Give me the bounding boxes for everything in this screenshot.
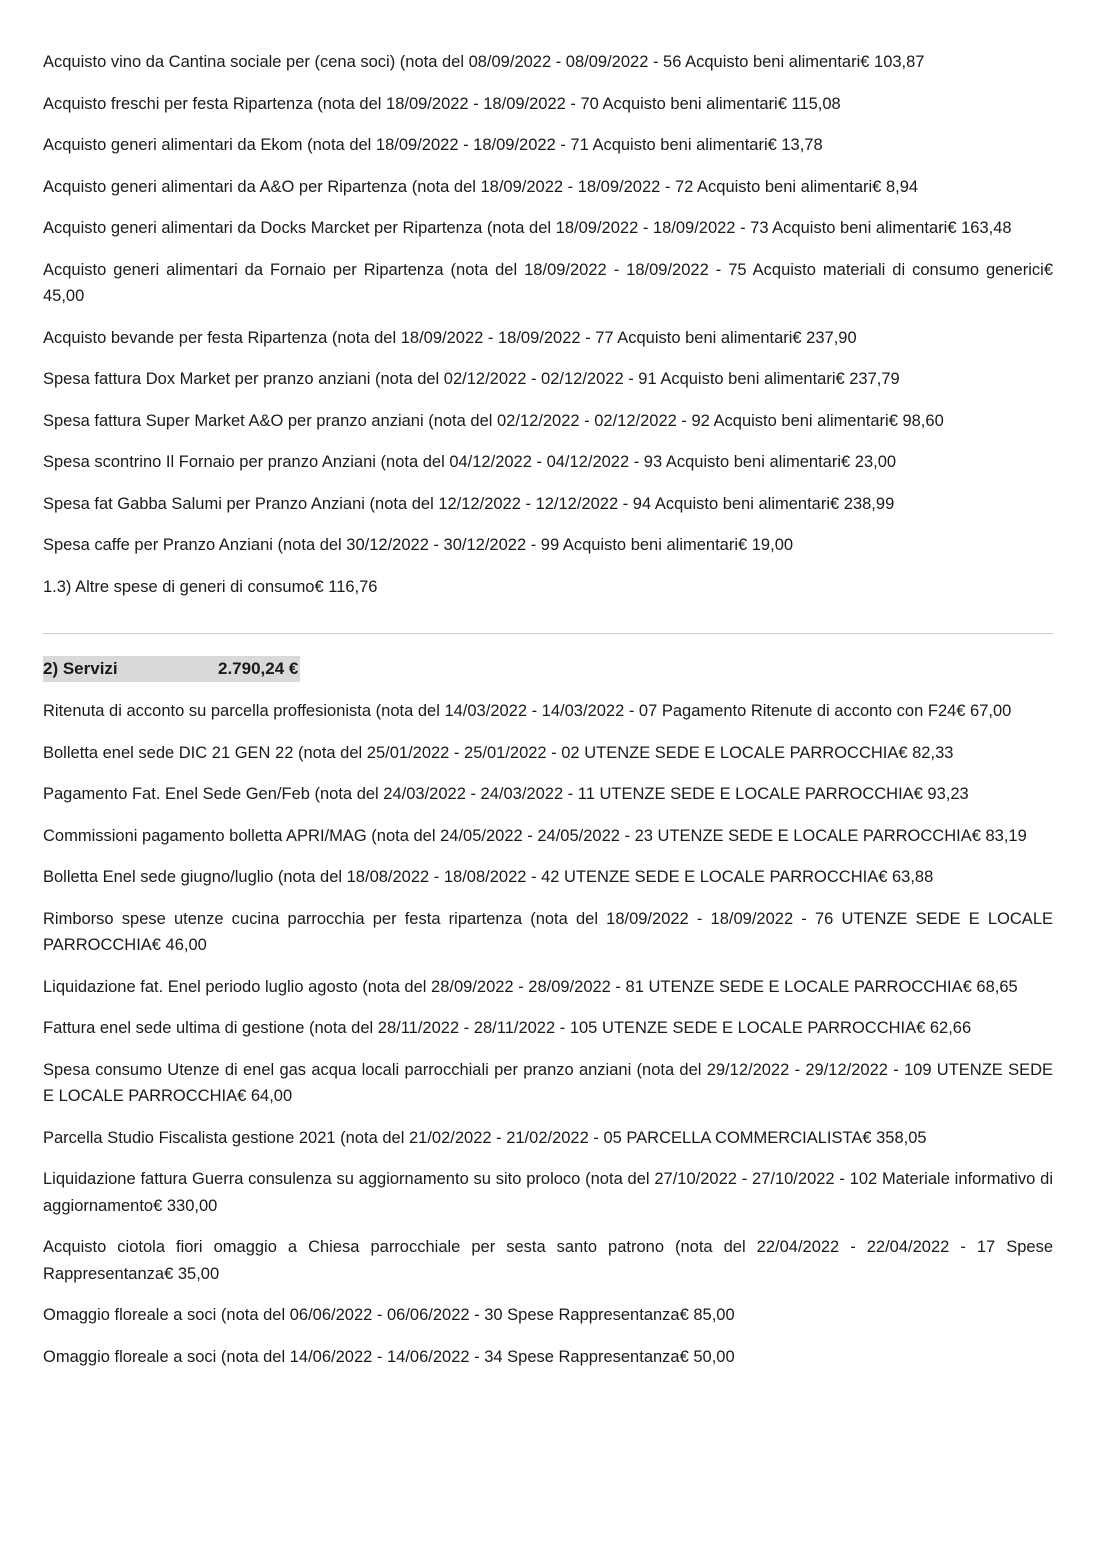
expense-entry: Acquisto ciotola fiori omaggio a Chiesa parrocchiale per sesta santo patrono (nota del 22/04/2022 - 22/04/2022 - 17 Spese Rappresentanza€ 35,00 bbox=[43, 1238, 1053, 1283]
expense-entry: Commissioni pagamento bolletta APRI/MAG (nota del 24/05/2022 - 24/05/2022 - 23 UTENZE SEDE E LOCALE PARROCCHIA€ 83,19 bbox=[43, 826, 1027, 845]
expense-entry: Acquisto generi alimentari da Ekom (nota del 18/09/2022 - 18/09/2022 - 71 Acquisto beni alimentari€ 13,78 bbox=[43, 136, 823, 154]
expense-entry: Spesa fattura Super Market A&O per pranzo anziani (nota del 02/12/2022 - 02/12/2022 - 92 Acquisto beni alimentari€ 98,60 bbox=[43, 411, 944, 430]
expense-entry: Pagamento Fat. Enel Sede Gen/Feb (nota del 24/03/2022 - 24/03/2022 - 11 UTENZE SEDE E LOCALE PARROCCHIA€ 93,23 bbox=[43, 785, 969, 803]
section-divider bbox=[43, 633, 1053, 634]
expense-entry: Omaggio floreale a soci (nota del 06/06/2022 - 06/06/2022 - 30 Spese Rappresentanza€ 85,00 bbox=[43, 1306, 735, 1324]
expense-entry: Spesa scontrino Il Fornaio per pranzo Anziani (nota del 04/12/2022 - 04/12/2022 - 93 Acquisto beni alimentari€ 23,00 bbox=[43, 453, 897, 471]
expense-entry: Liquidazione fat. Enel periodo luglio agosto (nota del 28/09/2022 - 28/09/2022 - 81 UTENZE SEDE E LOCALE PARROCCHIA€ 68,65 bbox=[43, 977, 1018, 996]
section2-list bbox=[43, 698, 1053, 1370]
expense-entry: Fattura enel sede ultima di gestione (nota del 28/11/2022 - 28/11/2022 - 105 UTENZE SEDE E LOCALE PARROCCHIA€ 62,66 bbox=[43, 1019, 972, 1037]
expense-entry: Acquisto generi alimentari da A&O per Ripartenza (nota del 18/09/2022 - 18/09/2022 - 72 Acquisto beni alimentari€ 8,94 bbox=[43, 177, 919, 196]
section1-list bbox=[43, 49, 1053, 600]
expense-entry: Liquidazione fattura Guerra consulenza su aggiornamento su sito proloco (nota del 27/10/2022 - 27/10/2022 - 102 Materiale informativo di aggiornamento€ 330,00 bbox=[43, 1170, 1053, 1215]
expense-entry: Acquisto generi alimentari da Docks Marcket per Ripartenza (nota del 18/09/2022 - 18/09/2022 - 73 Acquisto beni alimentari€ 163,48 bbox=[43, 219, 1012, 237]
expense-entry: Parcella Studio Fiscalista gestione 2021 (nota del 21/02/2022 - 21/02/2022 - 05 PARCELLA COMMERCIALISTA€ 358,05 bbox=[43, 1128, 927, 1147]
section-total: 2.790,24 € bbox=[218, 659, 299, 678]
section-heading-highlight bbox=[43, 656, 300, 682]
subtotal-entry: 1.3) Altre spese di generi di consumo€ 116,76 bbox=[43, 577, 378, 596]
document-page bbox=[43, 49, 1053, 1385]
expense-entry: Spesa consumo Utenze di enel gas acqua locali parrocchiali per pranzo anziani (nota del 29/12/2022 - 29/12/2022 - 109 UTENZE SEDE E LOCALE PARROCCHIA€ 64,00 bbox=[43, 1060, 1053, 1105]
expense-entry: Spesa fattura Dox Market per pranzo anziani (nota del 02/12/2022 - 02/12/2022 - 91 Acquisto beni alimentari€ 237,79 bbox=[43, 370, 900, 388]
expense-entry: Acquisto vino da Cantina sociale per (cena soci) (nota del 08/09/2022 - 08/09/2022 - 56 Acquisto beni alimentari€ 103,87 bbox=[43, 53, 925, 71]
expense-entry: Spesa caffe per Pranzo Anziani (nota del 30/12/2022 - 30/12/2022 - 99 Acquisto beni alimentari€ 19,00 bbox=[43, 536, 794, 554]
expense-entry: Spesa fat Gabba Salumi per Pranzo Anziani (nota del 12/12/2022 - 12/12/2022 - 94 Acquisto beni alimentari€ 238,99 bbox=[43, 494, 895, 513]
expense-entry: Acquisto freschi per festa Ripartenza (nota del 18/09/2022 - 18/09/2022 - 70 Acquisto beni alimentari€ 115,08 bbox=[43, 94, 841, 113]
expense-entry: Rimborso spese utenze cucina parrocchia per festa ripartenza (nota del 18/09/2022 - 18/09/2022 - 76 UTENZE SEDE E LOCALE PARROCCHIA€ 46,00 bbox=[43, 909, 1053, 954]
expense-entry: Acquisto bevande per festa Ripartenza (nota del 18/09/2022 - 18/09/2022 - 77 Acquisto beni alimentari€ 237,90 bbox=[43, 328, 857, 347]
section-title: 2) Servizi bbox=[43, 659, 118, 678]
expense-entry: Bolletta enel sede DIC 21 GEN 22 (nota del 25/01/2022 - 25/01/2022 - 02 UTENZE SEDE E LOCALE PARROCCHIA€ 82,33 bbox=[43, 743, 954, 762]
expense-entry: Acquisto generi alimentari da Fornaio per Ripartenza (nota del 18/09/2022 - 18/09/2022 - 75 Acquisto materiali di consumo generici€ 45,00 bbox=[43, 260, 1053, 305]
expense-entry: Omaggio floreale a soci (nota del 14/06/2022 - 14/06/2022 - 34 Spese Rappresentanza€ 50,00 bbox=[43, 1347, 735, 1366]
expense-entry: Bolletta Enel sede giugno/luglio (nota del 18/08/2022 - 18/08/2022 - 42 UTENZE SEDE E LOCALE PARROCCHIA€ 63,88 bbox=[43, 868, 934, 886]
section-heading bbox=[43, 656, 1053, 682]
expense-entry: Ritenuta di acconto su parcella proffesionista (nota del 14/03/2022 - 14/03/2022 - 07 Pagamento Ritenute di acconto con F24€ 67,00 bbox=[43, 702, 1012, 720]
